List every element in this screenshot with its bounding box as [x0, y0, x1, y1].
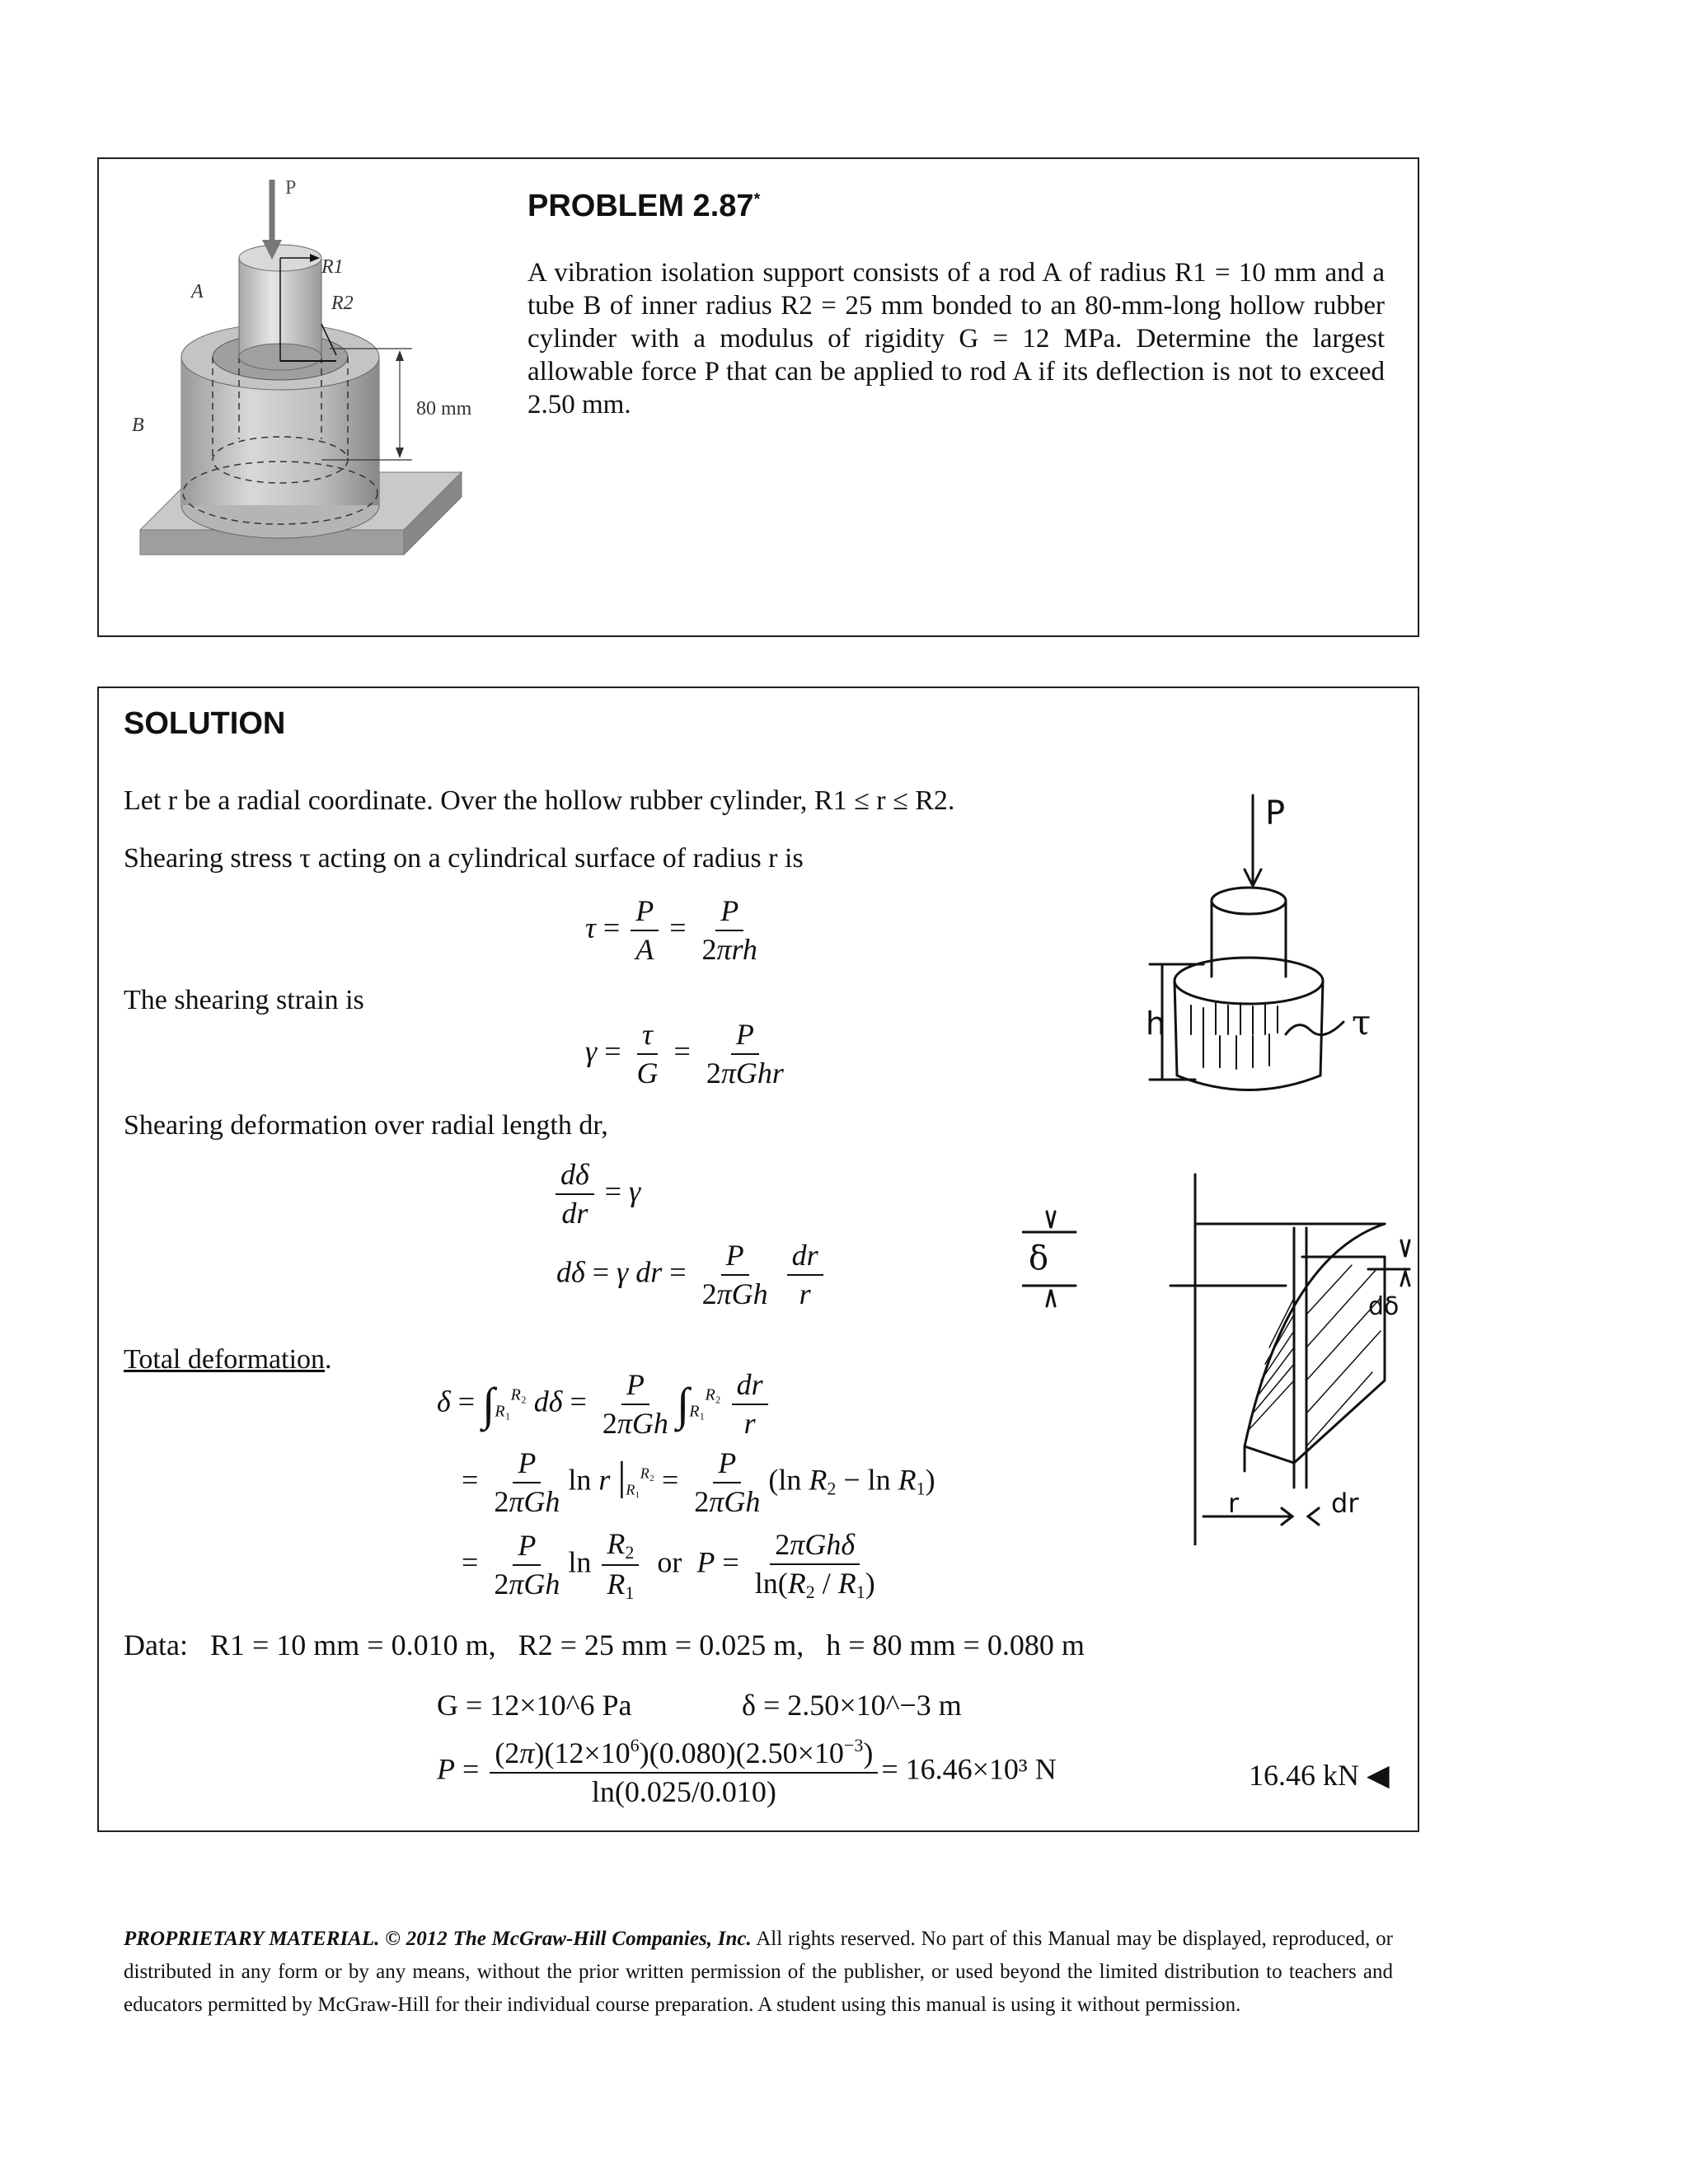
data-line: Data: R1 = 10 mm = 0.010 m, R2 = 25 mm = 0.025 m, h = 80 mm = 0.080 m	[124, 1629, 1085, 1661]
footer-text: All rights reserved. No part of this Manual may be displayed, reproduced, or distributed in any form or by any means, without the prior written permission of the publisher, or used beyond the limited distribution to teachers and educators permitted by McGraw-Hill for their individual course preparation. A student using this manual is using it without permission.	[124, 1928, 1393, 2016]
eq-p-formula: = $\frac{P}{\text{2πGh}}$ ln $\frac{R_2}{R_1}$ or P = $\frac{\text{2πGhδ}}{\ln(R_2 / R_1)}$	[462, 1527, 875, 1604]
eq-p-numeric: P = $\frac{(2\pi)(12\times 10^6)(0.080)(2.50\times 10^{-3})}{\ln(0.025/0.010)}$ = 16.46×10³ N	[437, 1735, 1057, 1809]
eq-delta-integral: $\delta = \int_{R_1}^{R_2}$ dδ = $\frac{P}{\text{2πGh}}$ $\int_{R_1}^{R_2}$ $\frac{dr}{r}$	[437, 1368, 771, 1441]
fig-tube-label: B	[132, 415, 144, 436]
sketch-deformation	[1022, 1166, 1418, 1545]
delta-value: δ = 2.50×10^−3 m	[742, 1689, 962, 1722]
footer-bold: PROPRIETARY MATERIAL. © 2012 The McGraw-Hill Companies, Inc.	[124, 1928, 752, 1950]
sketch-delta-label: δ	[1029, 1240, 1049, 1277]
eq-ddelta: dδ = γ dr = $\frac{P}{\text{2πGh}}$ $\frac{dr}{r}$	[556, 1239, 827, 1312]
solution-line-5: Total deformation.	[124, 1344, 332, 1375]
fig-length-label: 80 mm	[416, 398, 472, 419]
problem-text: A vibration isolation support consists of a rod A of radius R1 = 10 mm and a tube B of inner radius R2 = 25 mm bonded to an 80-mm-long hollow rubber cylinder with a modulus of rigidity G = 12 MPa. Determine the largest allowable force P that can be applied to rod A if its deflection is not to exceed 2.50 mm.	[528, 258, 1385, 419]
eq-gamma: γ = $\frac{\tau}{G}$ = $\frac{P}{\text{2πGhr}}$	[585, 1018, 784, 1090]
solution-box	[97, 687, 1419, 1832]
sketch-load-label: P	[1265, 794, 1286, 832]
solution-line-2: Shearing stress τ acting on a cylindrical surface of radius r is	[124, 843, 804, 874]
solution-heading: SOLUTION	[124, 706, 286, 741]
g-value: G = 12×10^6 Pa	[437, 1689, 632, 1722]
p-result: = 16.46×10³ N	[881, 1752, 1057, 1786]
problem-title-mark: *	[753, 190, 761, 209]
solution-line-3: The shearing strain is	[124, 985, 364, 1015]
footer	[124, 1923, 1393, 2022]
answer-marker-icon: ◀	[1367, 1759, 1390, 1792]
answer	[1249, 1758, 1390, 1793]
fig-load-label: P	[285, 177, 297, 199]
fig-r1-label: R1	[321, 256, 344, 278]
answer-value: 16.46 kN	[1249, 1759, 1359, 1792]
sketch-height-label: h	[1146, 1005, 1166, 1042]
eq-delta-ln: = $\frac{P}{\text{2πGh}}$ ln r $|_{R_1}^{R_2}$ = $\frac{P}{\text{2πGh}}$ (ln $R_2 - \ln R_1$)	[462, 1446, 935, 1519]
solution-line-1: Let r be a radial coordinate. Over the hollow rubber cylinder, R1 ≤ r ≤ R2.	[124, 785, 955, 816]
problem-figure	[115, 176, 577, 621]
fig-rod-label: A	[191, 281, 204, 302]
solution-line-4: Shearing deformation over radial length dr,	[124, 1110, 608, 1141]
sketch-r-label: r	[1228, 1488, 1240, 1519]
sketch-ddelta-label: dδ	[1368, 1292, 1400, 1321]
sketch-dr-label: dr	[1331, 1488, 1359, 1519]
sketch-cylinder	[1113, 787, 1409, 1100]
fig-r2-label: R2	[331, 293, 354, 314]
eq-ddelta-dr: $\frac{d\delta}{dr}$ = γ	[552, 1158, 640, 1231]
eq-tau: τ = $\frac{P}{A}$ = $\frac{P}{\text{2πrh}}$	[585, 894, 757, 967]
problem-box	[97, 157, 1419, 637]
sketch-tau-label: τ	[1352, 1002, 1372, 1043]
problem-title: PROBLEM 2.87	[528, 189, 754, 223]
